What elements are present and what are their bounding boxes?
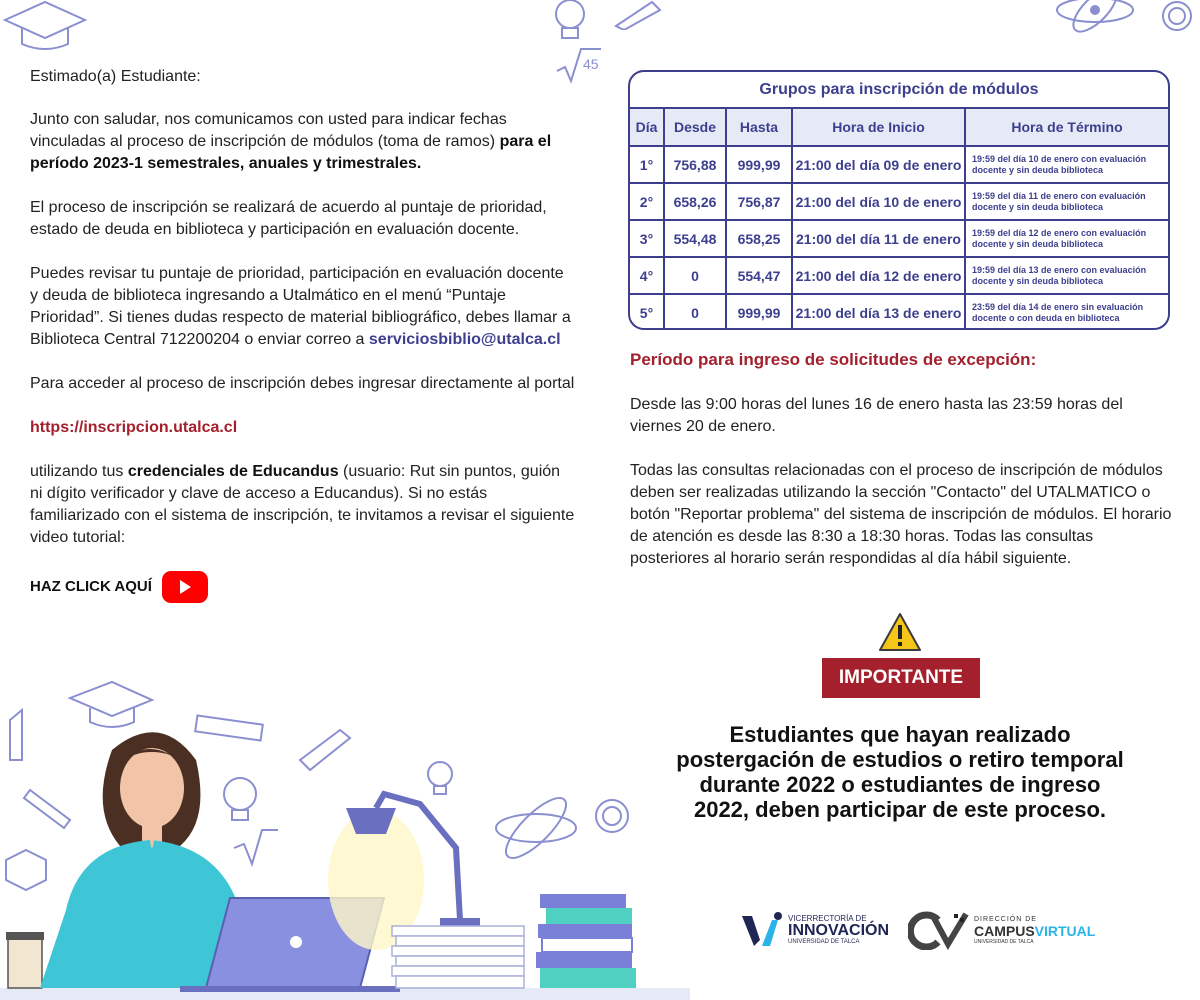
cell-dia: 1° [630,146,664,183]
student-laptop-illustration [0,670,690,1000]
contact-text: Todas las consultas relacionadas con el proceso de inscripción de módulos deben ser realizadas utilizando la sección "Contacto" del UTALMATICO o botón "Reportar problema" del sistema de inscripción de módulos. El horario de atención es desde las 8:30 a 18:30 horas. Todas las consultas posteriores al horario serán respondidas al día hábil siguiente. [630,462,1172,567]
exceptions-title: Período para ingreso de solicitudes de excepción: [630,350,1037,369]
cell-desde: 0 [664,257,726,294]
cta-label: HAZ CLICK AQUÍ [30,578,152,595]
medal-icon [1155,0,1200,45]
table-title: Grupos para inscripción de módulos [759,81,1039,98]
cv-line1: DIRECCIÓN DE [974,915,1037,923]
paragraph-credentials: utilizando tus credenciales de Educandus (usuario: Rut sin puntos, guión ni dígito verificador y clave de acceso a Educandus). Si no estás familiarizado con el sistema de inscripción, te invitamos a revisar el siguiente video tutorial: [30,463,575,546]
cell-termino: 23:59 del día 14 de enero sin evaluación docente o con deuda en biblioteca [965,294,1168,330]
pencil-icon [612,0,662,30]
header-termino: Hora de Término [965,108,1168,146]
cv-line2: CAMPUSVIRTUAL [974,922,1096,939]
atom-icon [1050,0,1140,40]
cell-inicio: 21:00 del día 10 de enero [792,183,965,220]
cell-inicio: 21:00 del día 09 de enero [792,146,965,183]
cell-inicio: 21:00 del día 13 de enero [792,294,965,330]
cell-termino: 19:59 del día 13 de enero con evaluación docente y sin deuda biblioteca [965,257,1168,294]
table-row [630,183,1168,220]
letter-body [30,66,575,603]
cell-hasta: 756,87 [726,183,792,220]
table-row [630,294,1168,330]
header-inicio: Hora de Inicio [792,108,965,146]
cell-dia: 4° [630,257,664,294]
cell-hasta: 554,47 [726,257,792,294]
inno-line3: UNIVERSIDAD DE TALCA [788,939,860,945]
table-row [630,257,1168,294]
table-header-row [630,108,1168,146]
important-notice: Estudiantes que hayan realizado postergación de estudios o retiro temporal durante 2022 o estudiantes de ingreso 2022, deben participar de este proceso. [676,722,1124,822]
cell-dia: 2° [630,183,664,220]
video-cta [30,571,575,603]
groups-table [630,107,1168,330]
header-hasta: Hasta [726,108,792,146]
cell-termino: 19:59 del día 11 de enero con evaluación docente y sin deuda biblioteca [965,183,1168,220]
important-badge: IMPORTANTE [822,658,980,698]
cell-desde: 554,48 [664,220,726,257]
portal-link[interactable]: https://inscripcion.utalca.cl [30,419,238,436]
cell-hasta: 999,99 [726,294,792,330]
cv-line3: UNIVERSIDAD DE TALCA [974,938,1034,945]
table-row [630,146,1168,183]
cell-hasta: 999,99 [726,146,792,183]
warning-icon [878,612,922,652]
lightbulb-icon [540,0,600,45]
header-desde: Desde [664,108,726,146]
cell-desde: 658,26 [664,183,726,220]
cell-dia: 3° [630,220,664,257]
inno-line2: INNOVACIÓN [788,922,890,939]
svg-text:45: 45 [583,56,599,72]
graduation-cap-icon [0,0,90,50]
cell-inicio: 21:00 del día 11 de enero [792,220,965,257]
greeting: Estimado(a) Estudiante: [30,68,201,85]
groups-table-card [628,70,1170,330]
table-row [630,220,1168,257]
cell-termino: 19:59 del día 12 de enero con evaluación docente y sin deuda biblioteca [965,220,1168,257]
email-link[interactable]: serviciosbiblio@utalca.cl [368,331,561,348]
innovacion-logo [740,912,889,948]
innovacion-mark-icon [740,912,784,948]
play-icon [177,579,193,595]
logos [740,908,1100,954]
cell-inicio: 21:00 del día 12 de enero [792,257,965,294]
cell-desde: 0 [664,294,726,330]
exceptions-text: Desde las 9:00 horas del lunes 16 de enero hasta las 23:59 horas del viernes 20 de enero. [630,396,1123,435]
paragraph-intro: Junto con saludar, nos comunicamos con usted para indicar fechas vinculadas al proceso de inscripción de módulos (toma de ramos) para el período 2023-1 semestrales, anuales y trimestrales. [30,111,552,172]
cell-termino: 19:59 del día 10 de enero con evaluación docente y sin deuda biblioteca [965,146,1168,183]
header-dia: Día [630,108,664,146]
campus-virtual-mark-icon [908,910,970,950]
portal-link-wrap [30,417,575,439]
youtube-play-button[interactable] [162,571,208,603]
cell-dia: 5° [630,294,664,330]
paragraph-process: El proceso de inscripción se realizará de acuerdo al puntaje de prioridad, estado de deuda en biblioteca y participación en evaluación docente. [30,199,547,238]
paragraph-priority: Puedes revisar tu puntaje de prioridad, participación en evaluación docente y deuda de biblioteca ingresando a Utalmático en el menú “Puntaje Prioridad”. Si tienes dudas respecto de material bibliográfico, debes llamar a Biblioteca Central 712200204 o enviar correo a serviciosbiblio@utalca.cl [30,265,571,348]
campus-virtual-logo [908,910,1095,950]
paragraph-portal: Para acceder al proceso de inscripción debes ingresar directamente al portal [30,375,575,392]
cell-hasta: 658,25 [726,220,792,257]
cell-desde: 756,88 [664,146,726,183]
inno-line1: VICERRECTORÍA DE [788,914,867,923]
